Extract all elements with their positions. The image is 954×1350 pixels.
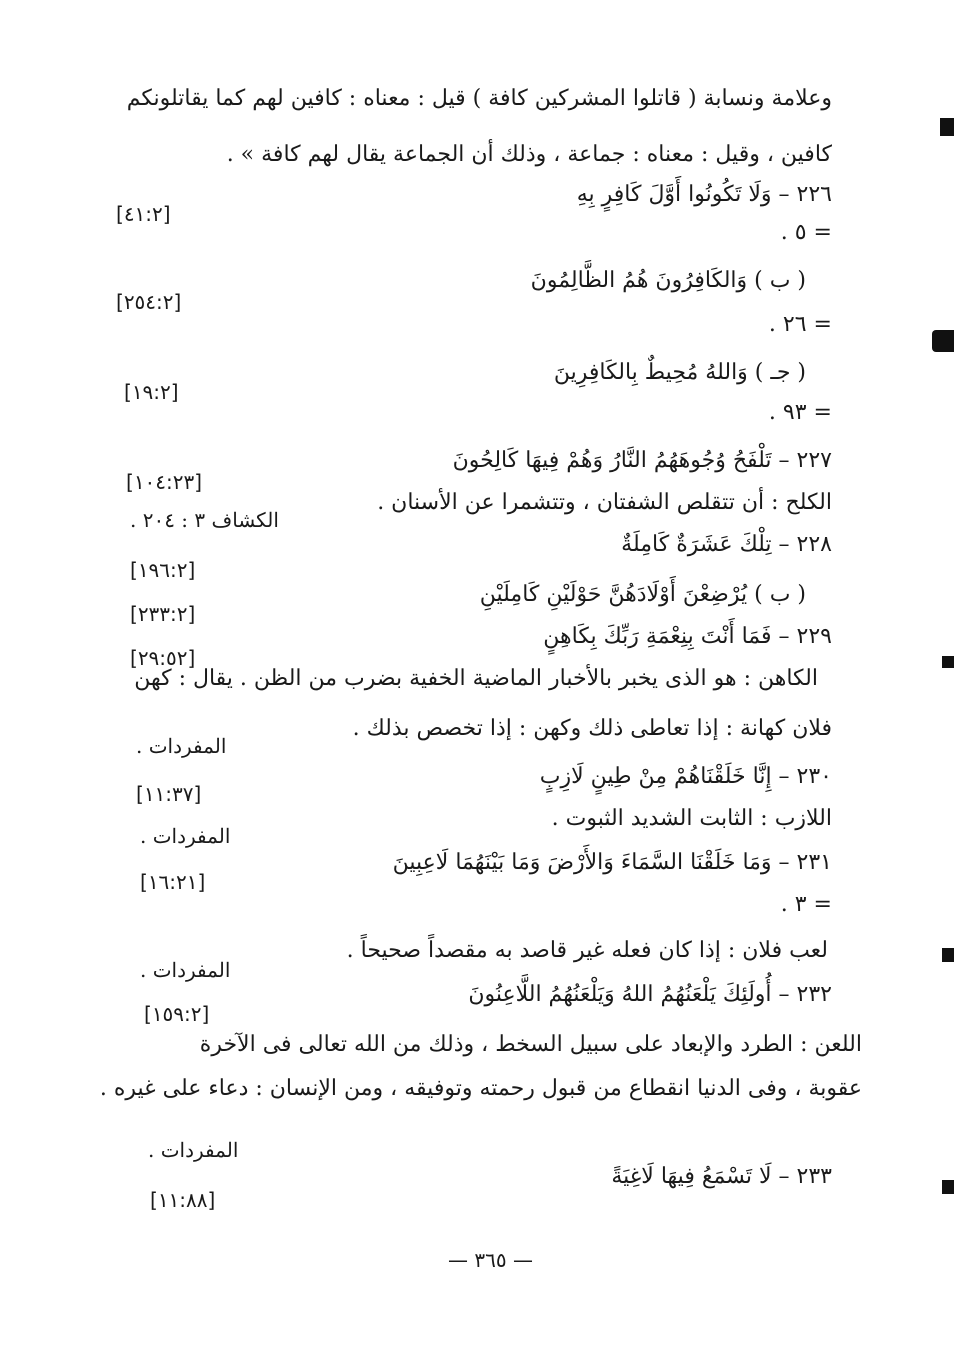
verse-reference: [٢٣٣:٢] xyxy=(130,602,196,626)
text-line: ٢٣٠ – إِنَّا خَلَقْنَاهُمْ مِنْ طِينٍ لَازِبٍ xyxy=(539,764,832,789)
text-line: عقوبة ، وفى الدنيا انقطاع من قبول رحمته وتوفيقه ، ومن الإنسان : دعاء على غيره . xyxy=(99,1076,862,1101)
text-line: فلان كهانة : إذا تعاطى ذلك وكهن : إذا تخصص بذلك . xyxy=(352,716,832,741)
text-line: وعلامة ونسابة ( قاتلوا المشركين كافة ) قيل : معناه : كافين لهم كما يقاتلونكم xyxy=(126,86,832,111)
verse-reference: [١١:٣٧] xyxy=(136,782,202,806)
verse-reference: [٢٩:٥٢] xyxy=(130,646,196,670)
text-line: ( جـ ) وَاللهُ مُحِيطٌ بِالكَافِرِينَ xyxy=(553,360,806,385)
text-line: ٢٣١ – وَمَا خَلَقْنَا السَّمَاءَ وَالأَرْضَ وَمَا بَيْنَهُمَا لَاعِبِينَ xyxy=(392,850,832,875)
verse-reference: [١٦:٢١] xyxy=(140,870,206,894)
source-citation: المفردات . xyxy=(140,824,231,848)
text-line: ٢٢٦ – وَلَا تَكُونُوا أَوَّلَ كَافِرٍ بِهِ xyxy=(576,182,832,207)
source-citation: المفردات . xyxy=(140,958,231,982)
text-line: الكاهن : هو الذى يخبر بالأخبار الماضية الخفية بضرب من الظن . يقال : كهن xyxy=(134,666,818,691)
text-line: لعب فلان : إذا كان فعله غير قاصد به مقصداً صحيحاً . xyxy=(346,938,828,963)
verse-reference: [١٠٤:٢٣] xyxy=(126,470,203,494)
text-line: الكلح : أن تتقلص الشفتان ، وتتشمرا عن الأسنان . xyxy=(377,490,832,515)
verse-reference: [٤١:٢] xyxy=(116,202,171,226)
scan-edge-mark xyxy=(932,330,954,352)
text-line: ( ب ) وَالكَافِرُونَ هُمُ الظَّالِمُونَ xyxy=(530,268,806,293)
page-number: — ٣٦٥ — xyxy=(448,1248,533,1272)
text-line: ( ب ) يُرْضِعْنَ أَوْلَادَهُنَّ حَوْلَيْنِ كَامِلَيْنِ xyxy=(479,582,806,607)
source-citation: الكشاف ٣ : ٢٠٤ . xyxy=(130,508,279,532)
verse-reference: [١٥٩:٢] xyxy=(144,1002,210,1026)
text-line: ٢٢٩ – فَمَا أَنْتَ بِنِعْمَةِ رَبِّكَ بِكَاهِنٍ xyxy=(543,624,832,649)
source-citation: المفردات . xyxy=(136,734,227,758)
scan-edge-mark xyxy=(942,1180,954,1194)
verse-reference: [٢٥٤:٢] xyxy=(116,290,182,314)
text-line: = ٣ . xyxy=(780,892,832,917)
text-line: ٢٢٨ – تِلْكَ عَشَرَةٌ كَامِلَةٌ xyxy=(621,532,832,557)
verse-reference: [١٩٦:٢] xyxy=(130,558,196,582)
text-line: = ٥ . xyxy=(780,220,832,245)
text-line: اللعن : الطرد والإبعاد على سبيل السخط ، وذلك من الله تعالى فى الآخرة xyxy=(199,1032,862,1057)
text-line: كافين ، وقيل : معناه : جماعة ، وذلك أن الجماعة يقال لهم كافة » . xyxy=(226,142,832,167)
verse-reference: [١١:٨٨] xyxy=(150,1188,216,1212)
verse-reference: [١٩:٢] xyxy=(124,380,179,404)
text-line: ٢٢٧ – تَلْفَحُ وُجُوهَهُمُ النَّارُ وَهُمْ فِيهَا كَالِحُونَ xyxy=(452,448,832,473)
text-line: اللازب : الثابت الشديد الثبوت . xyxy=(551,806,832,831)
scan-edge-mark xyxy=(942,656,954,668)
scan-edge-mark xyxy=(942,948,954,962)
text-line: = ٩٣ . xyxy=(768,400,832,425)
text-line: ٢٣٢ – أُولَئِكَ يَلْعَنُهُمُ اللهُ وَيَلْعَنُهُمُ اللَّاعِنُونَ xyxy=(468,982,832,1007)
text-line: ٢٣٣ – لَا تَسْمَعُ فِيهَا لَاغِيَةً xyxy=(611,1164,832,1189)
source-citation: المفردات . xyxy=(148,1138,239,1162)
scan-edge-mark xyxy=(940,118,954,136)
text-line: = ٢٦ . xyxy=(768,312,832,337)
